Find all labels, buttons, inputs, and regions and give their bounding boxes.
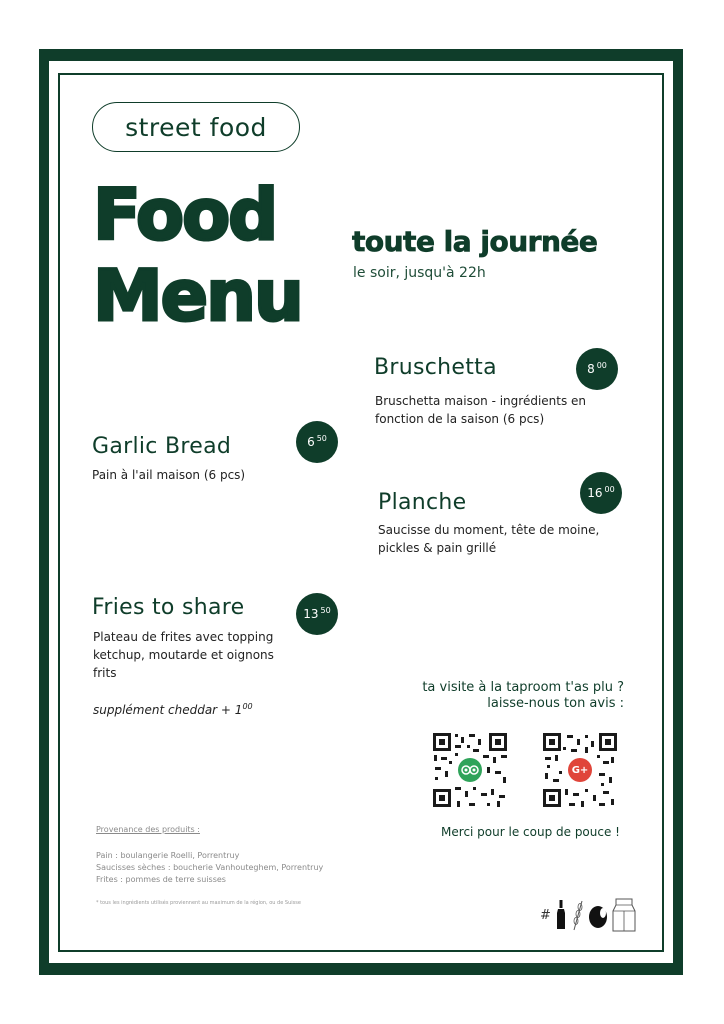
owl-eyes [461,764,479,776]
egg-icon [587,904,609,934]
price-main: 13 [303,607,319,621]
desc-line: Bruschetta maison - ingrédients en [375,394,587,408]
desc-line: fonction de la saison (6 pcs) [375,412,545,426]
item-garlic-bread-title: Garlic Bread [92,434,232,459]
desc-line: Plateau de frites avec topping [93,630,274,644]
item-planche-price [580,472,622,514]
provenance-line: Saucisses sèches : boucherie Vanhouteghem, Porrentruy [96,863,324,872]
provenance-line: Pain : boulangerie Roelli, Porrentruy [96,851,240,860]
provenance-list [96,850,323,886]
price-main: 16 [587,486,603,500]
google-badge-text: G+ [571,764,589,776]
tripadvisor-qr-code[interactable] [431,731,509,809]
review-line: laisse-nous ton avis : [487,696,624,711]
supplement-cents: 00 [242,702,253,711]
item-fries-title: Fries to share [92,595,245,620]
review-line: ta visite à la taproom t'as plu ? [422,680,624,695]
title-food: Food [93,174,277,256]
wheat-icon [571,899,585,935]
provenance-heading: Provenance des produits : [96,825,200,834]
item-bruschetta-desc [375,392,586,428]
item-fries-desc [93,628,274,682]
subtitle-all-day: toute la journée [352,225,598,258]
carton-icon [612,897,636,937]
street-food-tag: street food [92,102,300,152]
desc-line: ketchup, moutarde et oignons [93,648,274,662]
desc-line: pickles & pain grillé [378,541,497,555]
title-menu: Menu [93,255,302,337]
subtitle-note: le soir, jusqu'à 22h [353,265,486,281]
hash-icon: # [540,908,551,923]
item-fries-supplement [93,698,253,719]
price-cents: 50 [320,605,331,615]
item-planche-title: Planche [378,490,467,515]
tripadvisor-icon [458,758,482,782]
google-qr-code[interactable] [541,731,619,809]
provenance-footnote: * tous les ingrédients utilisés proviennent au maximum de la région, ou de Suisse [96,900,301,906]
price-cents: 50 [316,433,327,443]
price-main: 6 [307,435,315,449]
provenance-line: Frites : pommes de terre suisses [96,875,226,884]
price-main: 8 [587,362,595,376]
desc-line: Pain à l'ail maison (6 pcs) [92,468,246,482]
item-planche-desc [378,521,599,557]
supplement-text: supplément cheddar + 1 [93,703,243,717]
review-thanks: Merci pour le coup de pouce ! [441,825,620,839]
item-bruschetta-title: Bruschetta [374,355,497,380]
item-garlic-bread-price [296,421,338,463]
item-garlic-bread-desc [92,466,245,484]
price-cents: 00 [604,484,615,494]
item-bruschetta-price [576,348,618,390]
price-cents: 00 [596,360,607,370]
item-fries-price [296,593,338,635]
desc-line: Saucisse du moment, tête de moine, [378,523,600,537]
desc-line: frits [93,666,117,680]
bottle-icon [556,900,566,934]
review-prompt [372,680,624,712]
google-plus-icon [568,758,592,782]
